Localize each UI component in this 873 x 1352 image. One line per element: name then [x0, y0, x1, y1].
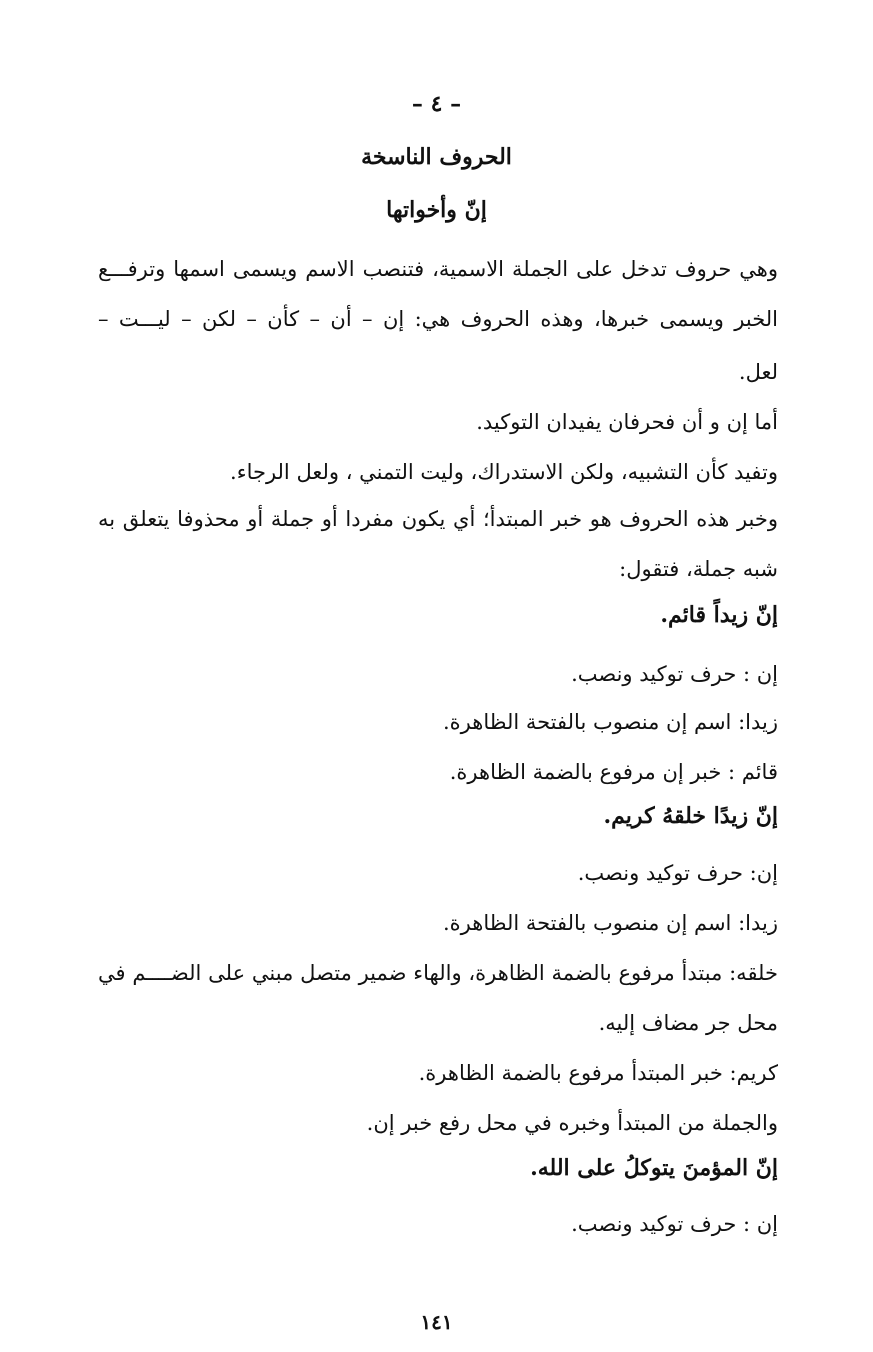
body-line: زيدا: اسم إن منصوب بالفتحة الظاهرة. — [443, 710, 778, 734]
body-line: خلقه: مبتدأ مرفوع بالضمة الظاهرة، والهاء ضمير متصل مبني على الضــــم في — [98, 961, 778, 985]
body-line: والجملة من المبتدأ وخبره في محل رفع خبر إن. — [366, 1111, 778, 1135]
section-subtitle: إنّ وأخواتها — [386, 197, 487, 223]
body-line: محل جر مضاف إليه. — [598, 1011, 778, 1035]
page-title: الحروف الناسخة — [361, 144, 512, 170]
body-line: لعل. — [738, 360, 778, 384]
example-sentence: إنّ المؤمنَ يتوكلُ على الله. — [530, 1155, 778, 1181]
body-line: وخبر هذه الحروف هو خبر المبتدأ؛ أي يكون مفردا أو جملة أو محذوفا يتعلق به — [98, 507, 778, 531]
example-sentence: إنّ زيدًا خلقهُ كريم. — [603, 803, 778, 829]
body-line: أما إن و أن فحرفان يفيدان التوكيد. — [476, 410, 778, 434]
body-line: إن: حرف توكيد ونصب. — [577, 861, 778, 885]
body-line: وتفيد كأن التشبيه، ولكن الاستدراك، وليت التمني ، ولعل الرجاء. — [230, 460, 778, 484]
body-line: شبه جملة، فتقول: — [619, 557, 778, 581]
body-line: وهي حروف تدخل على الجملة الاسمية، فتنصب الاسم ويسمى اسمها وترفـــع — [98, 257, 778, 281]
body-line: إن : حرف توكيد ونصب. — [571, 662, 778, 686]
body-line: كريم: خبر المبتدأ مرفوع بالضمة الظاهرة. — [418, 1061, 778, 1085]
body-line: زيدا: اسم إن منصوب بالفتحة الظاهرة. — [443, 911, 778, 935]
body-line: قائم : خبر إن مرفوع بالضمة الظاهرة. — [449, 760, 778, 784]
page-marker: – ٤ – — [411, 91, 462, 117]
body-line: إن : حرف توكيد ونصب. — [571, 1212, 778, 1236]
page-number: ١٤١ — [420, 1310, 453, 1334]
example-sentence: إنّ زيداً قائم. — [660, 602, 778, 628]
body-line: الخبر ويسمى خبرها، وهذه الحروف هي: إن – أن – كأن – لكن – ليـــت – — [98, 307, 778, 331]
